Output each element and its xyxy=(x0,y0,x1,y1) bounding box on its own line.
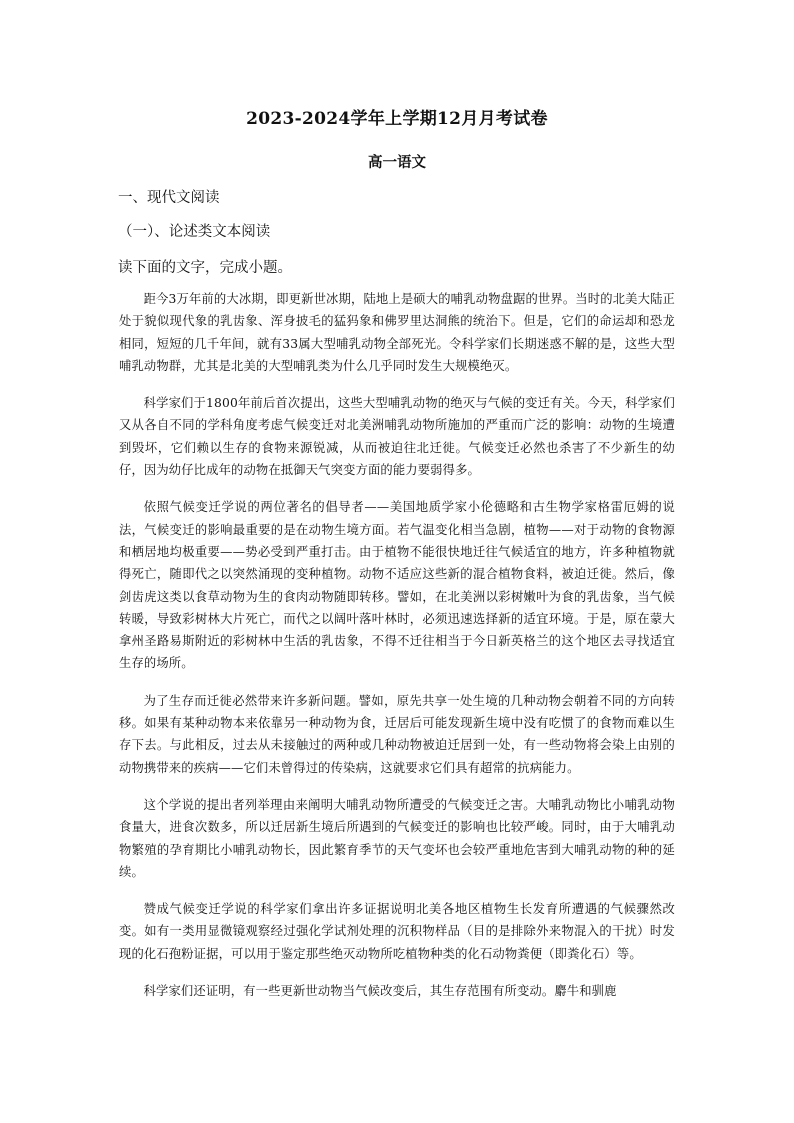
passage-paragraph: 依照气候变迁学说的两位著名的倡导者——美国地质学家小伦德略和古生物学家格雷厄姆的说法，气候变迁的影响最重要的是在动物生境方面。若气温变化相当急剧，植物——对于动物的食物源和栖居地均极重要——势必受到严重打击。由于植物不能很快地迁往气候适宜的地方，许多种植物就得死亡，随即代之以突然涌现的变种植物。动物不适应这些新的混合植物食料，被迫迁徙。然后，像剑齿虎这类以食草动物为生的食肉动物随即转移。譬如，在北美洲以彩树嫩叶为食的乳齿象，当气候转暖，导致彩树林大片死亡，而代之以阔叶落叶林时，必须迅速选择新的适宜环境。于是，原在蒙大拿州圣路易斯附近的彩树林中生活的乳齿象，不得不迁往相当于今日新英格兰的这个地区去寻找适宜生存的场所。 xyxy=(119,500,675,671)
exam-title: 2023-2024学年上学期12月月考试卷 xyxy=(246,109,548,129)
passage-paragraph: 这个学说的提出者列举理由来阐明大哺乳动物所遭受的气候变迁之害。大哺乳动物比小哺乳动物食量大，进食次数多，所以迁居新生境后所遇到的气候变迁的影响也比较严峻。同时，由于大哺乳动物繁殖的孕育期比小哺乳动物长，因此繁育季节的天气变坏也会较严重地危害到大哺乳动物的种的延续。 xyxy=(119,797,675,879)
passage-paragraph: 距今3万年前的大冰期，即更新世冰期，陆地上是硕大的哺乳动物盘踞的世界。当时的北美大陆正处于貌似现代象的乳齿象、浑身披毛的猛犸象和佛罗里达洞熊的统治下。但是，它们的命运却和恐龙相同，短短的几千年间，就有33属大型哺乳动物全部死光。令科学家们长期迷惑不解的是，这些大型哺乳动物群，尤其是北美的大型哺乳类为什么几乎同时发生大规模绝灭。 xyxy=(119,292,675,373)
passage-paragraph: 赞成气候变迁学说的科学家们拿出许多证据说明北美各地区植物生长发育所遭遇的气候骤然改变。如有一类用显微镜观察经过强化学试剂处理的沉积物样品（目的是排除外来物混入的干扰）时发现的化石孢粉证据，可以用于鉴定那些绝灭动物所吃植物种类的化石动物粪便（即粪化石）等。 xyxy=(119,902,675,961)
subsection-heading-argumentative: （一）、论述类文本阅读 xyxy=(118,224,271,240)
section-heading-modern-reading: 一、现代文阅读 xyxy=(118,190,220,206)
passage-paragraph: 科学家们于1800年前后首次提出，这些大型哺乳动物的绝灭与气候的变迁有关。今天，科学家们又从各自不同的学科角度考虑气候变迁对北美洲哺乳动物所施加的严重而广泛的影响：动物的生境遭到毁坏，它们赖以生存的食物来源锐减，从而被迫往北迁徙。气候变迁必然也杀害了不少新生的幼仔，因为幼仔比成年的动物在抵御天气突变方面的能力要弱得多。 xyxy=(119,396,675,478)
passage-paragraph: 科学家们还证明，有一些更新世动物当气候改变后，其生存范围有所变动。麝牛和驯鹿 xyxy=(143,984,617,999)
passage-paragraph: 为了生存而迁徙必然带来许多新问题。譬如，原先共享一处生境的几种动物会朝着不同的方向转移。如果有某种动物本来依靠另一种动物为食，迁居后可能发现新生境中没有吃惯了的食物而难以生存下去。与此相反，过去从未接触过的两种或几种动物被迫迁居到一处，有一些动物将会染上由别的动物携带来的疾病——它们未曾得过的传染病，这就要求它们具有超常的抗病能力。 xyxy=(119,693,675,775)
passage-body xyxy=(119,288,675,1017)
exam-subject: 高一语文 xyxy=(368,154,426,171)
reading-instruction: 读下面的文字，完成小题。 xyxy=(118,260,292,276)
